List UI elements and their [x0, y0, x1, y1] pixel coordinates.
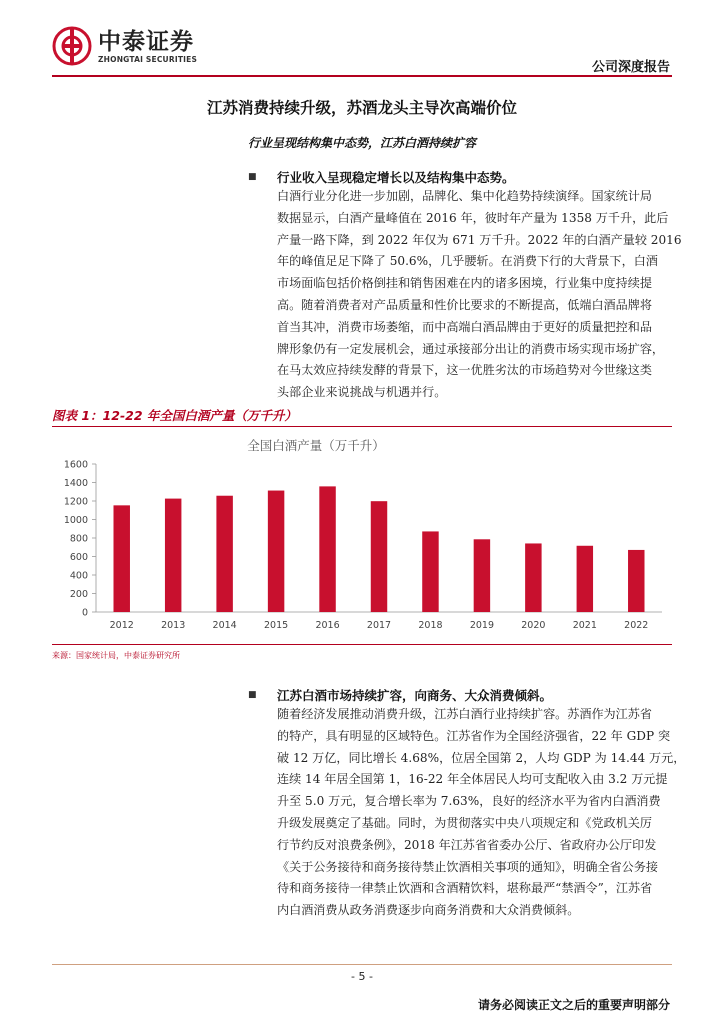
- figure-bottom-rule: [52, 644, 672, 645]
- paragraph-line: 首当其冲，消费市场萎缩，而中高端白酒品牌由于更好的质量把控和品: [277, 319, 652, 334]
- y-tick-label: 400: [69, 570, 88, 582]
- x-tick-label: 2012: [109, 620, 134, 631]
- paragraph-line: 内白酒消费从政务消费逐步向商务消费和大众消费倾斜。: [277, 903, 580, 918]
- x-tick-label: 2022: [624, 620, 649, 631]
- paragraph-line: 年的峰值足足下降了 50.6%，几乎腰斩。在消费下行的大背景下，白酒: [277, 254, 658, 269]
- x-tick-label: 2016: [315, 620, 340, 631]
- zhongtai-logo-icon: [52, 26, 92, 66]
- chart-title: 全国白酒产量（万千升）: [247, 438, 385, 453]
- x-tick-label: 2014: [212, 620, 237, 631]
- y-tick-label: 800: [69, 533, 88, 545]
- y-tick-label: 1600: [63, 459, 88, 471]
- y-tick-label: 600: [69, 552, 88, 563]
- logo-chinese-name: 中泰证券: [98, 28, 194, 55]
- paragraph-line: 高。随着消费者对产品质量和性价比要求的不断提高，低端白酒品牌将: [277, 297, 652, 312]
- page-number: - 5 -: [351, 970, 373, 983]
- paragraph-industry: [277, 186, 682, 404]
- y-tick-label: 200: [69, 589, 88, 600]
- paragraph-line: 白酒行业分化进一步加剧，品牌化、集中化趋势持续演绎。国家统计局: [277, 189, 652, 203]
- x-tick-label: 2013: [161, 620, 186, 631]
- x-tick-label: 2015: [263, 620, 289, 631]
- x-tick-label: 2020: [521, 620, 546, 631]
- paragraph-line: 产量一路下降，到 2022 年仅为 671 万千升。2022 年的白酒产量较 2016: [277, 232, 682, 247]
- bar: [525, 543, 541, 612]
- company-logo: [52, 26, 197, 66]
- bar: [371, 501, 387, 612]
- bullet-heading: 江苏白酒市场持续扩容，向商务、大众消费倾斜。: [277, 688, 553, 703]
- x-tick-label: 2017: [366, 620, 392, 631]
- bullet-marker: ■: [248, 172, 257, 182]
- figure-title: 图表 1：12-22 年全国白酒产量（万千升）: [52, 408, 297, 423]
- paragraph-line: 待和商务接待一律禁止饮酒和含酒精饮料，堪称最严“禁酒令”，江苏省: [277, 881, 653, 896]
- paragraph-line: 的特产，具有明显的区域特色。江苏省作为全国经济强省，22 年 GDP 突: [277, 728, 671, 743]
- paragraph-line: 头部企业来说挑战与机遇并行。: [277, 385, 447, 400]
- x-tick-label: 2018: [418, 620, 443, 631]
- report-type-label: 公司深度报告: [591, 60, 670, 75]
- bar: [268, 491, 284, 612]
- paragraph-line: 连续 14 年居全国第 1，16-22 年全体居民人均可支配收入由 3.2 万元提: [277, 772, 668, 787]
- bar: [319, 486, 335, 612]
- footer-divider: [52, 964, 672, 965]
- disclaimer-text: 请务必阅读正文之后的重要声明部分: [477, 998, 670, 1012]
- paragraph-jiangsu: [277, 704, 686, 922]
- paragraph-line: 牌形象仍有一定发展机会，通过承接部分出让的消费市场实现市场扩容，: [277, 341, 665, 356]
- bullet-heading: 行业收入呈现稳定增长以及结构集中态势。: [277, 170, 515, 185]
- logo-english-name: ZHONGTAI SECURITIES: [98, 54, 198, 64]
- paragraph-line: 在马太效应持续发酵的背景下，这一优胜劣汰的市场趋势对今世缘这类: [277, 363, 652, 378]
- paragraph-line: 升级发展奠定了基础。同时，为贯彻落实中央八项规定和《党政机关厉: [277, 815, 652, 830]
- x-tick-label: 2019: [469, 620, 495, 631]
- paragraph-line: 行节约反对浪费条例》，2018 年江苏省省委办公厅、省政府办公厅印发: [277, 837, 657, 852]
- liquor-output-bar-chart: [52, 432, 672, 640]
- paragraph-line: 升至 5.0 万元，复合增长率为 7.63%，良好的经济水平为省内白酒消费: [277, 794, 661, 809]
- x-tick-label: 2021: [572, 620, 597, 631]
- y-tick-label: 1000: [63, 515, 88, 526]
- bar: [422, 531, 438, 612]
- header-divider: [52, 75, 672, 77]
- main-title: 江苏消费持续升级，苏酒龙头主导次高端价位: [206, 98, 517, 117]
- paragraph-line: 随着经济发展推动消费升级，江苏白酒行业持续扩容。苏酒作为江苏省: [277, 707, 652, 721]
- bar: [113, 505, 129, 612]
- bar: [577, 546, 593, 612]
- y-tick-label: 0: [81, 607, 88, 619]
- figure-top-rule: [52, 426, 672, 427]
- paragraph-line: 《关于公务接待和商务接待禁止饮酒相关事项的通知》，明确全省公务接: [277, 859, 658, 874]
- section-title: 行业呈现结构集中态势，江苏白酒持续扩容: [247, 136, 476, 150]
- y-tick-label: 1200: [63, 496, 88, 508]
- bar: [216, 496, 232, 612]
- bar: [628, 550, 644, 612]
- bar: [474, 539, 490, 612]
- bar: [165, 499, 181, 612]
- paragraph-line: 破 12 万亿，同比增长 4.68%，位居全国第 2，人均 GDP 为 14.44 万元，: [277, 750, 686, 765]
- figure-source: 来源：国家统计局，中泰证券研究所: [52, 651, 180, 660]
- paragraph-line: 数据显示，白酒产量峰值在 2016 年，彼时年产量为 1358 万千升，此后: [277, 210, 669, 225]
- bullet-marker: ■: [248, 690, 257, 700]
- y-tick-label: 1400: [63, 478, 88, 489]
- paragraph-line: 市场面临包括价格倒挂和销售困难在内的诸多困境，行业集中度持续提: [277, 276, 652, 291]
